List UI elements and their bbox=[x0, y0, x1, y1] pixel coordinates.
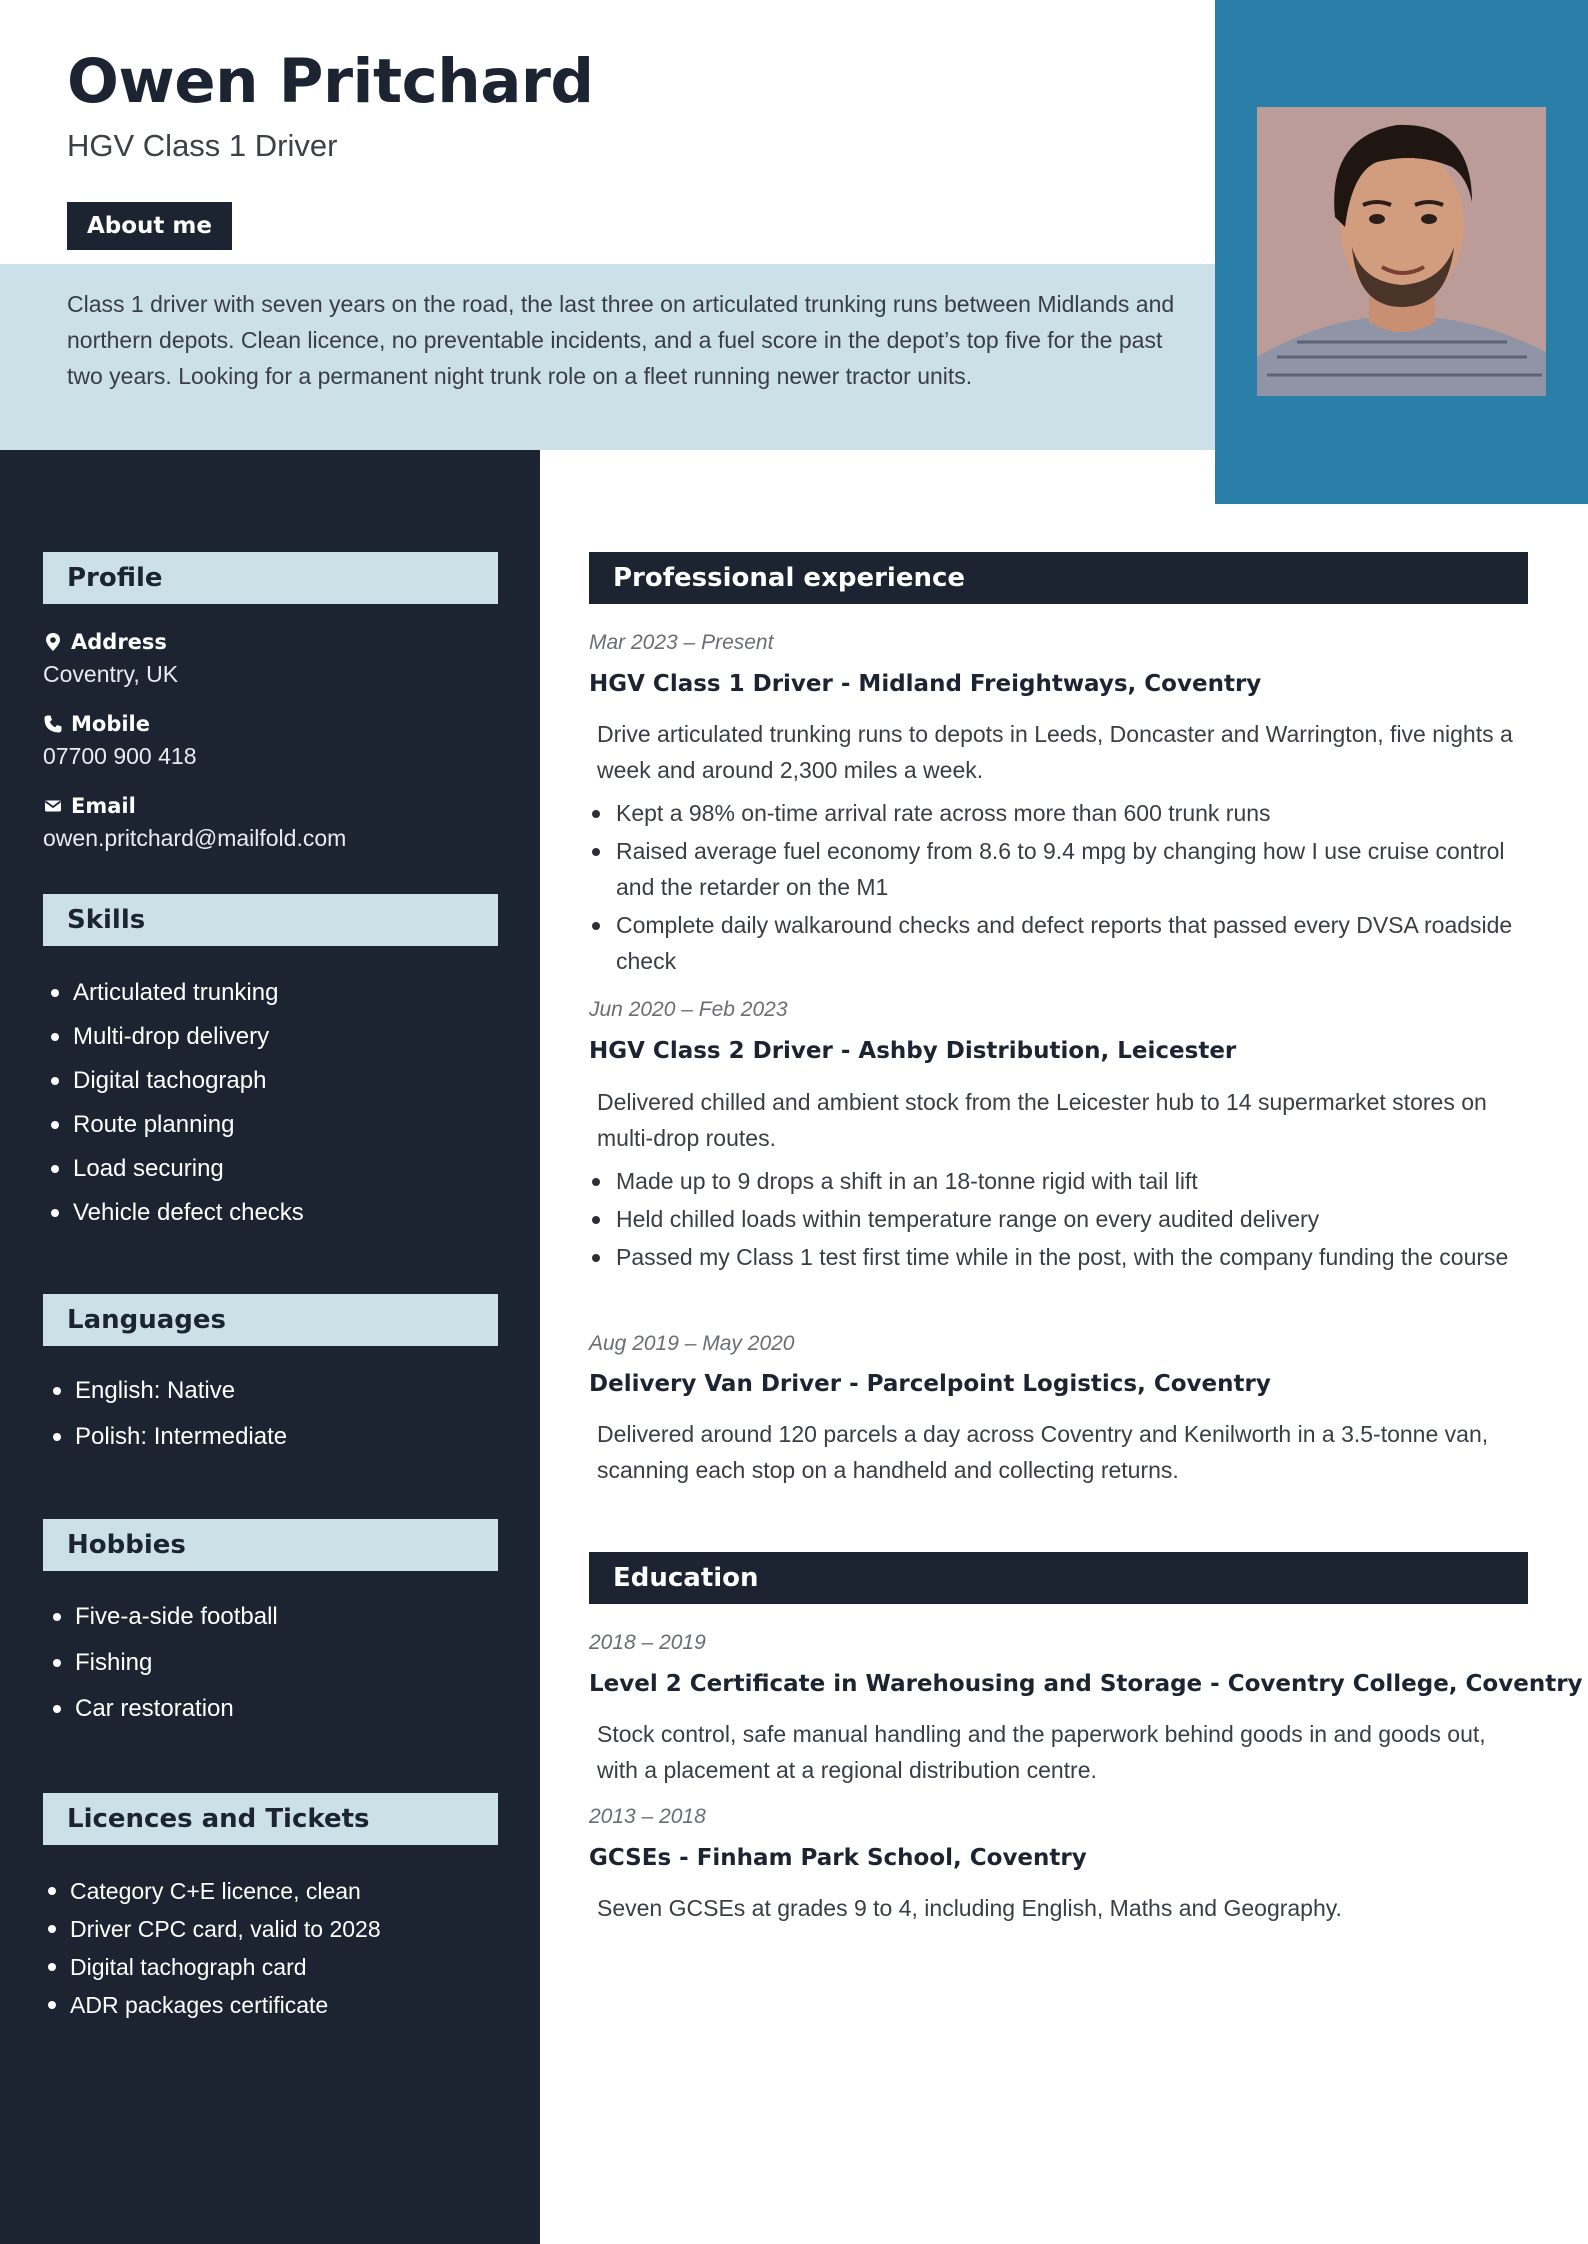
languages-heading: Languages bbox=[43, 1294, 498, 1346]
education-dates: 2013 – 2018 bbox=[589, 1805, 706, 1828]
list-item: Load securing bbox=[43, 1147, 304, 1191]
profile-photo bbox=[1257, 107, 1546, 396]
job-description: Delivered chilled and ambient stock from the Leicester hub to 14 supermarket stores on multi-drop routes. bbox=[597, 1089, 1487, 1151]
list-item: English: Native bbox=[45, 1368, 287, 1414]
list-item: Five-a-side football bbox=[45, 1594, 278, 1640]
list-item: Driver CPC card, valid to 2028 bbox=[40, 1910, 381, 1948]
list-item: Raised average fuel economy from 8.6 to 9.4 mpg by changing how I use cruise control and the retarder on the M1 bbox=[589, 833, 1529, 905]
list-item: Digital tachograph card bbox=[40, 1948, 381, 1986]
job-dates: Aug 2019 – May 2020 bbox=[589, 1332, 795, 1355]
licences-list bbox=[40, 1872, 381, 2024]
address-value: Coventry, UK bbox=[43, 661, 179, 687]
phone-icon bbox=[43, 714, 63, 734]
job-description: Drive articulated trunking runs to depots in Leeds, Doncaster and Warrington, five nights a week and around 2,300 miles a week. bbox=[597, 721, 1513, 783]
profile-heading: Profile bbox=[43, 552, 498, 604]
job-title-employer: Delivery Van Driver - Parcelpoint Logistics, Coventry bbox=[589, 1371, 1271, 1397]
address-label-text: Address bbox=[71, 630, 167, 654]
about-text: Class 1 driver with seven years on the road, the last three on articulated trunking runs between Midlands and northern depots. Clean licence, no preventable incidents, and a fuel score in the depot’s top five for the past two years. Looking for a permanent night trunk role on a fleet running newer tractor units. bbox=[67, 291, 1175, 389]
hobbies-list bbox=[45, 1594, 278, 1732]
job-dates: Jun 2020 – Feb 2023 bbox=[589, 998, 788, 1021]
list-item: Digital tachograph bbox=[43, 1059, 304, 1103]
address-label bbox=[43, 630, 167, 654]
mobile-label-text: Mobile bbox=[71, 712, 150, 736]
education-description: Seven GCSEs at grades 9 to 4, including English, Maths and Geography. bbox=[597, 1895, 1342, 1921]
mobile-value: 07700 900 418 bbox=[43, 743, 197, 769]
languages-list bbox=[45, 1368, 287, 1460]
candidate-name: Owen Pritchard bbox=[67, 46, 594, 117]
list-item: Multi-drop delivery bbox=[43, 1015, 304, 1059]
list-item: Articulated trunking bbox=[43, 971, 304, 1015]
job-achievements bbox=[589, 795, 1529, 981]
email-value: owen.pritchard@mailfold.com bbox=[43, 825, 347, 851]
job-description: Delivered around 120 parcels a day across Coventry and Kenilworth in a 3.5-tonne van, scanning each stop on a handheld and collecting returns. bbox=[597, 1421, 1489, 1483]
licences-heading: Licences and Tickets bbox=[43, 1793, 498, 1845]
skills-list bbox=[43, 971, 304, 1235]
list-item: Held chilled loads within temperature range on every audited delivery bbox=[589, 1201, 1529, 1237]
job-title-employer: HGV Class 2 Driver - Ashby Distribution, Leicester bbox=[589, 1038, 1237, 1064]
list-item: Fishing bbox=[45, 1640, 278, 1686]
envelope-icon bbox=[43, 796, 63, 816]
location-pin-icon bbox=[43, 632, 63, 652]
list-item: ADR packages certificate bbox=[40, 1986, 381, 2024]
list-item: Passed my Class 1 test first time while in the post, with the company funding the course bbox=[589, 1239, 1529, 1275]
education-heading: Education bbox=[589, 1552, 1528, 1604]
list-item: Made up to 9 drops a shift in an 18-tonne rigid with tail lift bbox=[589, 1163, 1529, 1199]
list-item: Kept a 98% on-time arrival rate across more than 600 trunk runs bbox=[589, 795, 1529, 831]
mobile-label bbox=[43, 712, 150, 736]
job-dates: Mar 2023 – Present bbox=[589, 631, 774, 654]
job-title-employer: HGV Class 1 Driver - Midland Freightways, Coventry bbox=[589, 671, 1262, 697]
email-label-text: Email bbox=[71, 794, 136, 818]
education-description: Stock control, safe manual handling and the paperwork behind goods in and goods out, with a placement at a regional distribution centre. bbox=[597, 1721, 1486, 1783]
email-label bbox=[43, 794, 136, 818]
photo-panel bbox=[1215, 0, 1588, 504]
about-me-heading: About me bbox=[67, 202, 232, 250]
list-item: Vehicle defect checks bbox=[43, 1191, 304, 1235]
list-item: Complete daily walkaround checks and defect reports that passed every DVSA roadside check bbox=[589, 907, 1529, 979]
list-item: Route planning bbox=[43, 1103, 304, 1147]
list-item: Car restoration bbox=[45, 1686, 278, 1732]
education-title: GCSEs - Finham Park School, Coventry bbox=[589, 1845, 1087, 1871]
experience-heading: Professional experience bbox=[589, 552, 1528, 604]
education-title: Level 2 Certificate in Warehousing and Storage - Coventry College, Coventry bbox=[589, 1671, 1583, 1697]
hobbies-heading: Hobbies bbox=[43, 1519, 498, 1571]
education-dates: 2018 – 2019 bbox=[589, 1631, 706, 1654]
list-item: Polish: Intermediate bbox=[45, 1414, 287, 1460]
skills-heading: Skills bbox=[43, 894, 498, 946]
list-item: Category C+E licence, clean bbox=[40, 1872, 381, 1910]
job-achievements bbox=[589, 1163, 1529, 1277]
job-title: HGV Class 1 Driver bbox=[67, 128, 338, 163]
